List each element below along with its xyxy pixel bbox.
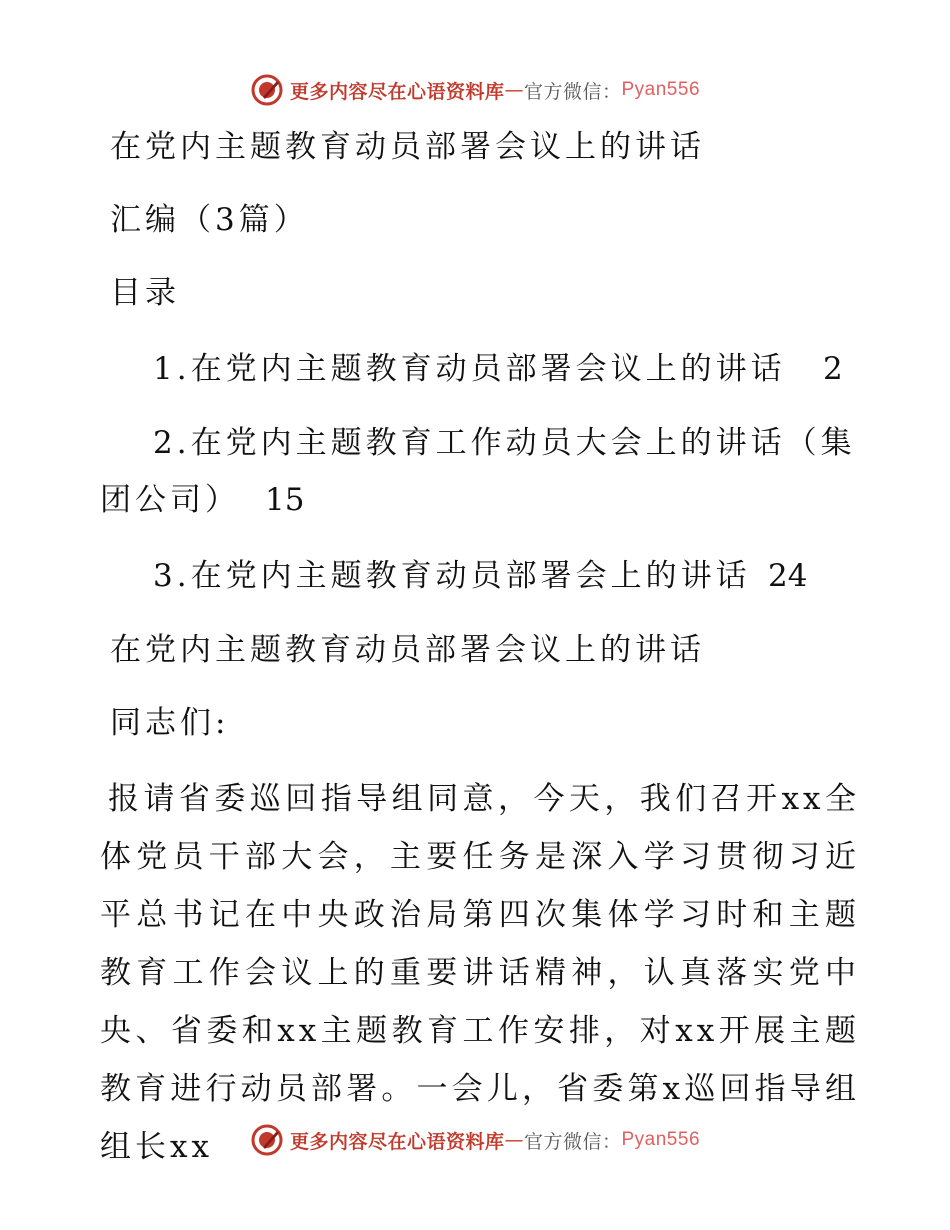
document-title-line2: 汇编（3篇） [110,202,309,238]
toc-entry-1-page: 2 [823,351,843,387]
watermark-main-text: 更多内容尽在心语资料库 [289,1130,505,1153]
toc-entry-2-label-line2: 团公司） [100,482,240,518]
pen-logo-icon [250,1123,284,1157]
watermark-wechat-id: Pyan556 [621,1129,701,1150]
pen-logo-icon [250,73,284,107]
toc-entry-2-page: 15 [265,482,305,518]
toc-entry-1-label: 1.在党内主题教育动员部署会议上的讲话 [153,351,786,387]
watermark-dash: — [504,79,524,101]
toc-entry-2-label-line1: 2.在党内主题教育工作动员大会上的讲话（集 [153,425,856,461]
body-paragraph: 报请省委巡回指导组同意，今天，我们召开xx全体党员干部大会，主要任务是深入学习贯彻习近平总书记在中央政治局第四次集体学习时和主题教育工作会议上的重要讲话精神，认真落实党中央、省委和xx主题教育工作安排，对xx开展主题教育进行动员部署。一会儿，省委第x巡回指导组组长xx [100,781,860,1165]
watermark-wechat-id: Pyan556 [621,79,701,100]
document-title-line1: 在党内主题教育动员部署会议上的讲话 [110,129,705,165]
salutation: 同志们: [110,705,230,741]
watermark-sub-text: 官方微信： [523,1130,622,1153]
watermark-banner-top [0,70,950,110]
watermark-sub-text: 官方微信： [523,80,622,103]
watermark-banner-bottom [0,1120,950,1160]
toc-entry-3-label: 3.在党内主题教育动员部署会上的讲话 [153,558,751,594]
watermark-main-text: 更多内容尽在心语资料库 [289,80,505,103]
toc-entry-3-page: 24 [768,558,808,594]
watermark-dash: — [504,1129,524,1151]
section-title: 在党内主题教育动员部署会议上的讲话 [110,632,705,668]
toc-heading: 目录 [110,275,180,311]
